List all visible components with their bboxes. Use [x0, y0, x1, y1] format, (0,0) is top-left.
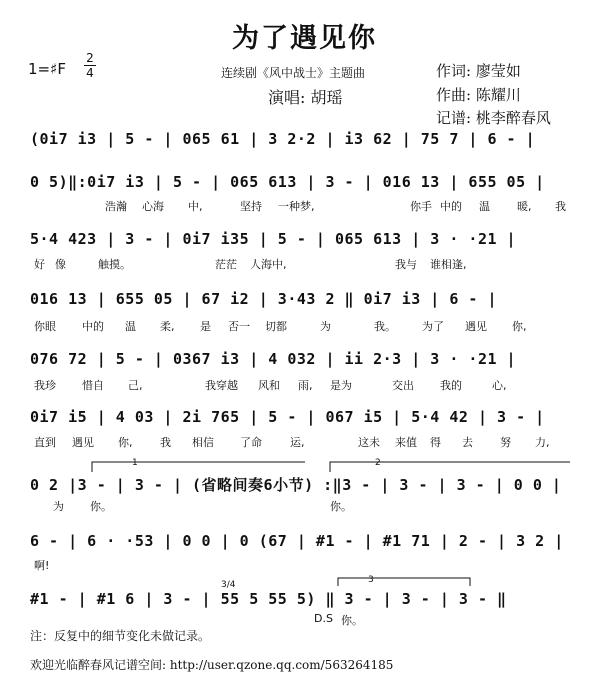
lyric-syllable: 温	[125, 320, 136, 333]
lyric-syllable: 一种梦,	[278, 200, 315, 213]
lyric-syllable: 来值	[395, 436, 417, 449]
lyric-syllable: 这未	[358, 436, 380, 449]
lyric-syllable: 我穿越	[205, 379, 238, 392]
lyric-syllable: 风和	[258, 379, 280, 392]
lyric-syllable: 你,	[512, 320, 527, 333]
lyric-syllable: 为	[320, 320, 331, 333]
lyric-syllable: 我珍	[34, 379, 56, 392]
score-row-3-notes: 5·4 423 | 3 - | 0i7 i35 | 5 - | 065 613 | 3 · ·21 |	[30, 230, 517, 248]
score-row-9-notes: #1 - | #1 6 | 3 - | 55 5 55 5) ‖ 3 - | 3 - | 3 - ‖	[30, 590, 507, 608]
lyric-syllable: 我	[555, 200, 566, 213]
subtitle: 连续剧《风中战士》主题曲	[221, 66, 366, 80]
lyricist-credit: 作词: 廖莹如	[436, 62, 521, 80]
transcriber-credit: 记谱: 桃李醉春风	[436, 109, 551, 127]
lyric-syllable: 遇见	[465, 320, 487, 333]
score-row-8-notes: 6 - | 6 · ·53 | 0 0 | 0 (67 | #1 - | #1 71 | 2 - | 3 2 |	[30, 532, 564, 550]
first-ending-bracket	[92, 462, 305, 472]
first-ending-label: 1	[132, 458, 138, 468]
meter-bottom: 4	[86, 66, 94, 80]
lyric-syllable: 我。	[374, 320, 396, 333]
lyric-syllable: 茫茫	[215, 258, 237, 271]
score-row-1-notes: (0i7 i3 | 5 - | 065 61 | 3 2·2 | i3 62 | 75 7 | 6 - |	[30, 130, 536, 148]
lyric-syllable: 像	[55, 258, 66, 271]
lyric-syllable: 温	[479, 200, 490, 213]
page-title: 为了遇见你	[232, 23, 377, 54]
lyric-syllable: 中,	[188, 200, 203, 213]
lyric-syllable: 坚持	[240, 200, 262, 213]
second-ending-bracket	[330, 462, 570, 472]
lyric-syllable: 为了	[422, 320, 444, 333]
lyric-syllable: 谁相逢,	[430, 258, 467, 271]
meter-top: 2	[86, 51, 94, 65]
second-ending-label: 2	[375, 458, 381, 468]
lyric-syllable: 雨,	[298, 379, 313, 392]
footnote: 注：反复中的细节变化未做记录。	[30, 629, 211, 643]
lyric-syllable: 暖,	[517, 200, 532, 213]
lyric-syllable: 得	[430, 436, 441, 449]
score-row-6-notes: 0i7 i5 | 4 03 | 2i 765 | 5 - | 067 i5 | 5·4 42 | 3 - |	[30, 408, 545, 426]
lyric-syllable: 切都	[265, 320, 287, 333]
lyric-syllable: 中的	[82, 320, 104, 333]
lyric-syllable: 好	[34, 258, 45, 271]
lyric-syllable: 柔,	[160, 320, 175, 333]
lyric-syllable: 是为	[330, 379, 352, 392]
lyric-syllable: 你。	[341, 614, 363, 627]
footer-url: 欢迎光临醉春风记谱空间: http://user.qzone.qq.com/563264185	[30, 658, 394, 672]
lyric-syllable: 你,	[118, 436, 133, 449]
lyric-syllable: 力,	[535, 436, 550, 449]
score-row-2-notes: 0 5)‖:0i7 i3 | 5 - | 065 613 | 3 - | 016 13 | 655 05 |	[30, 173, 545, 191]
time-change-label: 3/4	[221, 580, 236, 590]
lyric-syllable: 了命	[240, 436, 262, 449]
lyric-syllable: 你。	[90, 500, 112, 513]
score-row-7-notes: 0 2 |3 - | 3 - | (省略间奏6小节) :‖3 - | 3 - | 3 - | 0 0 |	[30, 476, 562, 494]
lyric-syllable: 中的	[440, 200, 462, 213]
lyric-syllable: 心海	[142, 200, 164, 213]
lyric-syllable: 努	[500, 436, 511, 449]
lyric-syllable: 你。	[330, 500, 352, 513]
lyric-syllable: 否一	[228, 320, 250, 333]
lyric-syllable: 你手	[410, 200, 432, 213]
lyric-syllable: 浩瀚	[105, 200, 127, 213]
lyric-syllable: 遇见	[72, 436, 94, 449]
lyric-syllable: 运,	[290, 436, 305, 449]
lyric-syllable: 人海中,	[250, 258, 287, 271]
lyric-syllable: 去	[462, 436, 473, 449]
lyric-syllable: 交出	[392, 379, 414, 392]
key-signature: 1=♯F	[28, 60, 66, 78]
composer-credit: 作曲: 陈耀川	[436, 86, 521, 104]
lyric-syllable: 惜自	[82, 379, 104, 392]
lyric-syllable: 我与	[395, 258, 417, 271]
lyric-syllable: 为	[53, 500, 64, 513]
lyric-syllable: 相信	[192, 436, 214, 449]
triplet-label: 3	[368, 575, 374, 585]
score-row-5-notes: 076 72 | 5 - | 0367 i3 | 4 032 | ii 2·3 | 3 · ·21 |	[30, 350, 517, 368]
lyric-syllable: 你眼	[34, 320, 56, 333]
lyric-syllable: 是	[200, 320, 211, 333]
singer-credit: 演唱: 胡瑶	[268, 88, 343, 107]
triplet-bracket	[338, 578, 470, 586]
score-row-4-notes: 016 13 | 655 05 | 67 i2 | 3·43 2 ‖ 0i7 i3 | 6 - |	[30, 290, 498, 308]
lyric-syllable: 心,	[492, 379, 507, 392]
lyric-syllable: D.S	[314, 612, 333, 625]
lyric-syllable: 我	[160, 436, 171, 449]
lyric-syllable: 己,	[128, 379, 143, 392]
lyric-syllable: 我的	[440, 379, 462, 392]
lyric-syllable: 触摸。	[98, 258, 131, 271]
lyric-syllable: 直到	[34, 436, 56, 449]
lyric-syllable: 啊!	[34, 559, 50, 572]
